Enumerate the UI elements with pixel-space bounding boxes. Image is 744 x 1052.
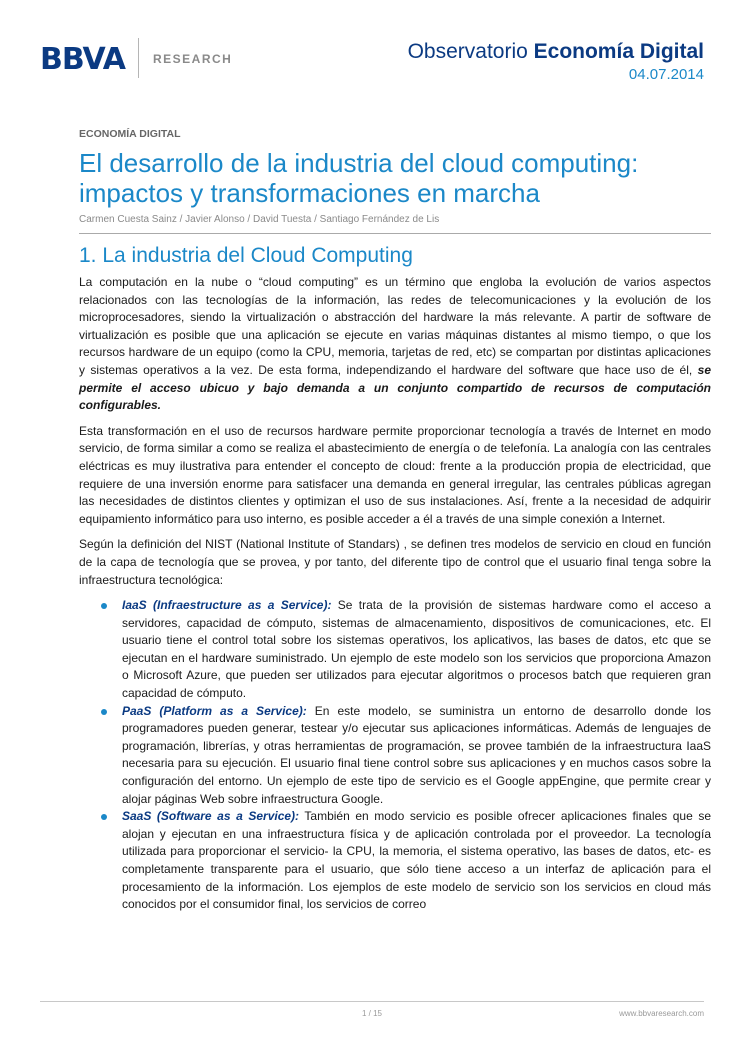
text-saas: También en modo servicio es posible ofrecer aplicaciones finales que se alojan y ejecutan en una infraestructura física y de aplicación controlada por el proveedor. La tecnología utilizada para proporcionar el servicio- la CPU, la memoria, el sistema operativo, las bases de datos, etc- es completamente transparente para el usuario, que sólo tiene acceso a un interfaz de aplicación para el procesamiento de la información. Los ejemplos de este modelo de servicio son los servicios en cloud más conocidos por el consumidor final, los servicios de correo <box>122 809 711 912</box>
term-saas: SaaS (Software as a Service): <box>122 809 300 824</box>
section-label: ECONOMÍA DIGITAL <box>79 128 181 140</box>
article-title-line-2: impactos y transformaciones en marcha <box>79 178 540 208</box>
list-item-saas <box>79 808 711 914</box>
paragraph-1 <box>79 274 711 415</box>
text-iaas: Se trata de la provisión de sistemas hardware como el acceso a servidores, capacidad de cómputo, sistemas de almacenamiento, dispositivos de comunicaciones, etc. El usuario tiene el control total sobre los sistemas operativos, los aplicativos, las bases de datos, etc que se ejecutan en el hardware suministrado. Un ejemplo de este modelo son los servicios que proporciona Amazon o Microsoft Azure, que pueden ser utilizados para ejecutar algoritmos o procesos batch que requieren gran capacidad de cómputo. <box>122 598 711 701</box>
observatory-name: Economía Digital <box>533 40 704 63</box>
text-paas: En este modelo, se suministra un entorno de desarrollo donde los programadores pueden generar, testear y/o ejecutar sus aplicaciones informáticas. Además de lenguajes de programación, librerías, y otras herramientas de programación, se provee también de la infraestructura IaaS necesaria para su ejecución. El usuario final tiene control sobre sus aplicaciones y en muchos casos sobre la configuración del entorno. Un ejemplo de este tipo de servicio es el Google appEngine, que permite crear y alojar páginas Web sobre infraestructura Google. <box>122 703 712 806</box>
term-paas: PaaS (Platform as a Service): <box>122 703 307 718</box>
paragraph-2: Esta transformación en el uso de recursos hardware permite proporcionar tecnología a través de Internet en modo servicio, de forma similar a como se realiza el abastecimiento de energía o de telefonía. La analogía con las centrales eléctricas es muy ilustrativa para entender el concepto de cloud: frente a la producción propia de electricidad, que requiere de una inversión enorme para satisfacer una demanda en general irregular, las centrales públicas agregan las necesidades de distintos clientes y optimizan el uso de sus instalaciones. Así, frente a la necesidad de adquirir equipamiento informático para uso interno, es posible acceder a él a través de una simple conexión a Internet. <box>79 423 711 526</box>
authors: Carmen Cuesta Sainz / Javier Alonso / David Tuesta / Santiago Fernández de Lis <box>79 214 440 225</box>
article-body <box>79 128 711 914</box>
bullet-icon <box>101 709 107 715</box>
article-title-line-1: El desarrollo de la industria del cloud computing: <box>79 148 639 178</box>
bullet-icon <box>101 814 107 820</box>
title-divider <box>79 233 711 234</box>
bbva-logo: BBVA <box>40 42 125 77</box>
logo-divider <box>138 38 139 78</box>
list-item-paas <box>79 703 711 809</box>
page-number: 1 / 15 <box>361 1009 382 1018</box>
paragraph-3: Según la definición del NIST (National Institute of Standars) , se definen tres modelos de servicio en cloud en función de la capa de tecnología que se provea, y por tanto, del diferente tipo de control que el usuario final tenga sobre la infraestructura tecnológica: <box>79 537 711 587</box>
observatory-title <box>408 40 704 64</box>
website-link[interactable]: www.bbvaresearch.com <box>619 1009 704 1018</box>
term-iaas: IaaS (Infraestructure as a Service): <box>122 598 332 613</box>
service-models-list <box>79 597 711 914</box>
observatory-prefix: Observatorio <box>407 40 528 63</box>
research-label: RESEARCH <box>153 52 233 66</box>
list-item-iaas <box>79 597 711 703</box>
bullet-icon <box>101 603 107 609</box>
footer-divider <box>40 1001 704 1002</box>
article-title <box>79 148 711 208</box>
paragraph-1-text: La computación en la nube o “cloud computing” es un término que engloba la evolución de varios aspectos relacionados con las tecnologías de la información, las redes de telecomunicaciones y la evolución de los microprocesadores, siendo la virtualización o abstracción del hardware la más relevante. A partir de software de virtualización es posible que una aplicación se ejecute en varias máquinas distantes al mismo tiempo, o que los recursos hardware de un equipo (como la CPU, memoria, tarjetas de red, etc) se compartan por distintas aplicaciones y sistemas operativos a la vez. De esta forma, independizando el hardware del software que hace uso de él, <box>79 275 711 377</box>
page-header <box>0 0 744 110</box>
paragraph-1-emphasis: se permite el acceso ubicuo y bajo demanda a un conjunto compartido de recursos de computación configurables. <box>79 362 711 413</box>
publication-date: 04.07.2014 <box>628 66 704 83</box>
section-heading: 1. La industria del Cloud Computing <box>79 244 413 267</box>
